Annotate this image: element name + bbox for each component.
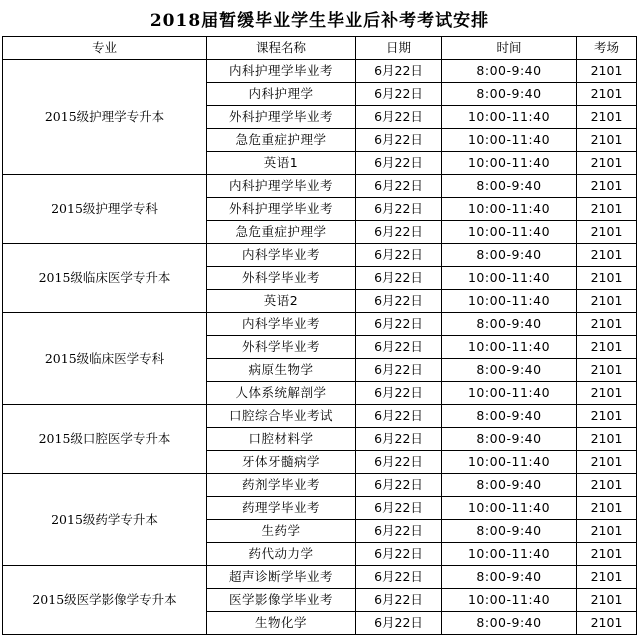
date-cell: 6月22日 (356, 60, 442, 83)
room-cell: 2101 (577, 543, 637, 566)
room-cell: 2101 (577, 474, 637, 497)
course-cell: 人体系统解剖学 (207, 382, 356, 405)
course-cell: 英语1 (207, 152, 356, 175)
room-cell: 2101 (577, 60, 637, 83)
date-cell: 6月22日 (356, 336, 442, 359)
time-cell: 10:00-11:40 (442, 267, 577, 290)
header-major: 专业 (3, 37, 207, 60)
time-cell: 8:00-9:40 (442, 612, 577, 635)
date-cell: 6月22日 (356, 497, 442, 520)
room-cell: 2101 (577, 83, 637, 106)
date-cell: 6月22日 (356, 566, 442, 589)
room-cell: 2101 (577, 566, 637, 589)
time-cell: 8:00-9:40 (442, 60, 577, 83)
room-cell: 2101 (577, 405, 637, 428)
time-cell: 8:00-9:40 (442, 474, 577, 497)
table-row (3, 313, 637, 336)
time-cell: 8:00-9:40 (442, 244, 577, 267)
major-cell: 2015级医学影像学专升本 (3, 566, 207, 635)
room-cell: 2101 (577, 428, 637, 451)
course-cell: 牙体牙髓病学 (207, 451, 356, 474)
room-cell: 2101 (577, 451, 637, 474)
date-cell: 6月22日 (356, 129, 442, 152)
time-cell: 10:00-11:40 (442, 152, 577, 175)
room-cell: 2101 (577, 313, 637, 336)
course-cell: 药代动力学 (207, 543, 356, 566)
time-cell: 8:00-9:40 (442, 566, 577, 589)
date-cell: 6月22日 (356, 428, 442, 451)
room-cell: 2101 (577, 106, 637, 129)
date-cell: 6月22日 (356, 405, 442, 428)
room-cell: 2101 (577, 129, 637, 152)
major-cell: 2015级护理学专升本 (3, 60, 207, 175)
room-cell: 2101 (577, 382, 637, 405)
major-cell: 2015级护理学专科 (3, 175, 207, 244)
date-cell: 6月22日 (356, 290, 442, 313)
table-row (3, 175, 637, 198)
header-course: 课程名称 (207, 37, 356, 60)
course-cell: 急危重症护理学 (207, 221, 356, 244)
course-cell: 超声诊断学毕业考 (207, 566, 356, 589)
room-cell: 2101 (577, 175, 637, 198)
header-time: 时间 (442, 37, 577, 60)
course-cell: 病原生物学 (207, 359, 356, 382)
course-cell: 急危重症护理学 (207, 129, 356, 152)
time-cell: 8:00-9:40 (442, 405, 577, 428)
course-cell: 内科护理学毕业考 (207, 175, 356, 198)
time-cell: 10:00-11:40 (442, 589, 577, 612)
time-cell: 10:00-11:40 (442, 543, 577, 566)
page-title: 2018届暂缓毕业学生毕业后补考考试安排 (149, 10, 490, 31)
header-room: 考场 (577, 37, 637, 60)
course-cell: 药剂学毕业考 (207, 474, 356, 497)
time-cell: 10:00-11:40 (442, 221, 577, 244)
room-cell: 2101 (577, 589, 637, 612)
time-cell: 10:00-11:40 (442, 497, 577, 520)
course-cell: 外科学毕业考 (207, 267, 356, 290)
course-cell: 医学影像学毕业考 (207, 589, 356, 612)
exam-schedule-table (2, 36, 637, 635)
date-cell: 6月22日 (356, 451, 442, 474)
room-cell: 2101 (577, 290, 637, 313)
date-cell: 6月22日 (356, 382, 442, 405)
course-cell: 内科护理学毕业考 (207, 60, 356, 83)
date-cell: 6月22日 (356, 152, 442, 175)
course-cell: 内科学毕业考 (207, 244, 356, 267)
time-cell: 10:00-11:40 (442, 382, 577, 405)
date-cell: 6月22日 (356, 474, 442, 497)
table-row (3, 405, 637, 428)
time-cell: 10:00-11:40 (442, 290, 577, 313)
date-cell: 6月22日 (356, 244, 442, 267)
room-cell: 2101 (577, 244, 637, 267)
major-cell: 2015级临床医学专升本 (3, 244, 207, 313)
course-cell: 英语2 (207, 290, 356, 313)
time-cell: 10:00-11:40 (442, 451, 577, 474)
date-cell: 6月22日 (356, 359, 442, 382)
time-cell: 10:00-11:40 (442, 336, 577, 359)
time-cell: 10:00-11:40 (442, 198, 577, 221)
time-cell: 10:00-11:40 (442, 106, 577, 129)
table-row (3, 60, 637, 83)
major-cell: 2015级药学专升本 (3, 474, 207, 566)
course-cell: 外科护理学毕业考 (207, 198, 356, 221)
room-cell: 2101 (577, 612, 637, 635)
course-cell: 外科学毕业考 (207, 336, 356, 359)
time-cell: 8:00-9:40 (442, 359, 577, 382)
course-cell: 生药学 (207, 520, 356, 543)
date-cell: 6月22日 (356, 543, 442, 566)
room-cell: 2101 (577, 198, 637, 221)
course-cell: 内科学毕业考 (207, 313, 356, 336)
room-cell: 2101 (577, 267, 637, 290)
course-cell: 药理学毕业考 (207, 497, 356, 520)
table-row (3, 244, 637, 267)
course-cell: 生物化学 (207, 612, 356, 635)
table-row (3, 474, 637, 497)
time-cell: 10:00-11:40 (442, 129, 577, 152)
time-cell: 8:00-9:40 (442, 175, 577, 198)
time-cell: 8:00-9:40 (442, 83, 577, 106)
header-date: 日期 (356, 37, 442, 60)
course-cell: 内科护理学 (207, 83, 356, 106)
room-cell: 2101 (577, 336, 637, 359)
schedule-body (3, 60, 637, 635)
room-cell: 2101 (577, 520, 637, 543)
date-cell: 6月22日 (356, 612, 442, 635)
room-cell: 2101 (577, 359, 637, 382)
date-cell: 6月22日 (356, 106, 442, 129)
time-cell: 8:00-9:40 (442, 428, 577, 451)
room-cell: 2101 (577, 221, 637, 244)
date-cell: 6月22日 (356, 520, 442, 543)
time-cell: 8:00-9:40 (442, 313, 577, 336)
date-cell: 6月22日 (356, 313, 442, 336)
time-cell: 8:00-9:40 (442, 520, 577, 543)
major-cell: 2015级口腔医学专升本 (3, 405, 207, 474)
header-row (3, 37, 637, 60)
room-cell: 2101 (577, 152, 637, 175)
date-cell: 6月22日 (356, 221, 442, 244)
course-cell: 口腔综合毕业考试 (207, 405, 356, 428)
room-cell: 2101 (577, 497, 637, 520)
date-cell: 6月22日 (356, 198, 442, 221)
table-row (3, 566, 637, 589)
major-cell: 2015级临床医学专科 (3, 313, 207, 405)
date-cell: 6月22日 (356, 83, 442, 106)
course-cell: 外科护理学毕业考 (207, 106, 356, 129)
date-cell: 6月22日 (356, 589, 442, 612)
course-cell: 口腔材料学 (207, 428, 356, 451)
date-cell: 6月22日 (356, 175, 442, 198)
date-cell: 6月22日 (356, 267, 442, 290)
